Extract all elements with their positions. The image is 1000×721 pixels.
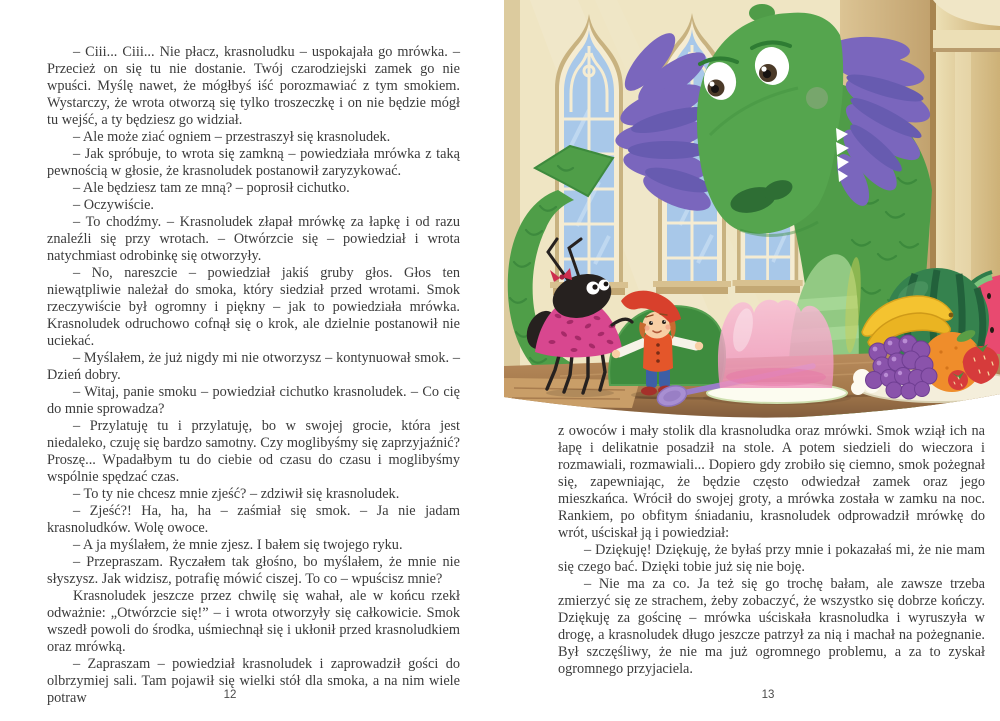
paragraph: – No, nareszcie – powiedział jakiś gruby głos. Głos ten niewątpliwie należał do smoka, który siedział przed wrotami. Smok rzeczywiście był ogromny i piękny – jak to powiedziała mrówka. Krasnoludek odruchowo cofnął się o krok, ale dzielnie postanowił nie uciekać. bbox=[47, 265, 460, 349]
paragraph: – Ale może ziać ogniem – przestraszył się krasnoludek. bbox=[73, 129, 391, 145]
right-page-text bbox=[558, 423, 985, 678]
paragraph: – Dziękuję! Dziękuję, że byłaś przy mnie i pokazałaś mi, że nie mam się czego bać. Dzięki tobie już się nie boję. bbox=[558, 542, 985, 575]
paragraph: – Jak spróbuje, to wrota się zamkną – powiedziała mrówka z taką pewnością w głosie, że krasnoludek postanowił zaryzykować. bbox=[47, 146, 460, 179]
paragraph: – Zapraszam – powiedział krasnoludek i zaprowadził gości do olbrzymiej sali. Tam pojawił się wielki stół dla smoka, a na nim wiele potraw bbox=[47, 656, 460, 706]
paragraph: z owoców i mały stolik dla krasnoludka oraz mrówki. Smok wziął ich na łapę i delikatnie posadził na stole. A potem siedzieli do wieczora i rozmawiali, rozmawiali... Dopiero gdy zrobiło się ciemno, smok pożegnał się, zapewniając, że będzie często odwiedzał zamek oraz jego mieszkańca. Wrócił do swojej groty, a mrówka została w zamku na noc. Rankiem, po obfitym śniadaniu, krasnoludek odprowadził mrówkę do wrót, uściskał ją i powiedział: bbox=[558, 423, 985, 541]
paragraph: – A ja myślałem, że mnie zjesz. I bałem się twojego ryku. bbox=[73, 537, 403, 553]
paragraph: – Nie ma za co. Ja też się go trochę bałam, ale zawsze trzeba zmierzyć się ze strachem, żeby zobaczyć, że wszystko się dobrze kończy. Dziękuję za gościnę – mrówka uściskała krasnoludka i wyruszyła w drogę, a krasnoludek długo jeszcze patrzył za nią i machał na pożegnanie. Był szczęśliwy, że nie ma już ogromnego problemu, a za to zyskał ogromnego przyjaciela. bbox=[558, 576, 985, 677]
paragraph: – Oczywiście. bbox=[73, 197, 154, 213]
paragraph: – Przepraszam. Ryczałem tak głośno, bo myślałem, że mnie nie słyszysz. Jak widzisz, potrafię mówić ciszej. To co – wpuścisz mnie? bbox=[47, 554, 460, 587]
paragraph: – Myślałem, że już nigdy mi nie otworzysz – kontynuował smok. – Dzień dobry. bbox=[47, 350, 460, 383]
paragraph: – Ale będziesz tam ze mną? – poprosił cichutko. bbox=[73, 180, 350, 196]
paragraph: Krasnoludek jeszcze przez chwilę się wahał, ale w końcu rzekł odważnie: „Otwórzcie się!” – i wrota otworzyły się całkowicie. Smok wszedł powoli do środka, uśmiechnął się i ukłonił przed krasnoludkiem oraz mrówką. bbox=[47, 588, 460, 655]
gnome-buttons bbox=[656, 343, 660, 363]
paragraph: – To ty nie chcesz mnie zjeść? – zdziwił się krasnoludek. bbox=[73, 486, 400, 502]
paragraph: – Przylatuję tu i przylatuję, bo w swojej grocie, która jest niedaleko, czuję się bardzo samotny. Czy moglibyśmy się zaprzyjaźnić? Proszę... Wpadałbym tu do ciebie od czasu do czasu i moglibyśmy wspólnie spędzać czas. bbox=[47, 418, 460, 485]
dragon-cheek bbox=[806, 87, 828, 109]
paragraph: – Zjeść?! Ha, ha, ha – zaśmiał się smok. – Ja nie jadam krasnoludków. Wolę owoce. bbox=[47, 503, 460, 536]
paragraph: – Ciii... Ciii... Nie płacz, krasnoludku – uspokajała go mrówka. – Przecież on się tu nie dostanie. Twój czarodziejski zamek go nie wpuści. Myślę nawet, że mógłbyś iść porozmawiać z tym smokiem. Wystarczy, że wrota otworzą się tylko troszeczkę i on nie będzie mógł tu wejść, a ty będziesz go widział. bbox=[47, 44, 460, 128]
left-page-text bbox=[47, 44, 460, 707]
paragraph: – Witaj, panie smoku – powiedział cichutko krasnoludek. – Co cię do mnie sprowadza? bbox=[47, 384, 460, 417]
left-page-number: 12 bbox=[223, 689, 237, 701]
illustration-castle-scene bbox=[500, 0, 1000, 421]
right-page-number: 13 bbox=[761, 689, 775, 701]
paragraph: – To chodźmy. – Krasnoludek złapał mrówkę za łapkę i od razu znaleźli się przy wrotach. – Otwórzcie się – powiedział i wrota natychmiast odrobinkę się otworzyły. bbox=[47, 214, 460, 264]
